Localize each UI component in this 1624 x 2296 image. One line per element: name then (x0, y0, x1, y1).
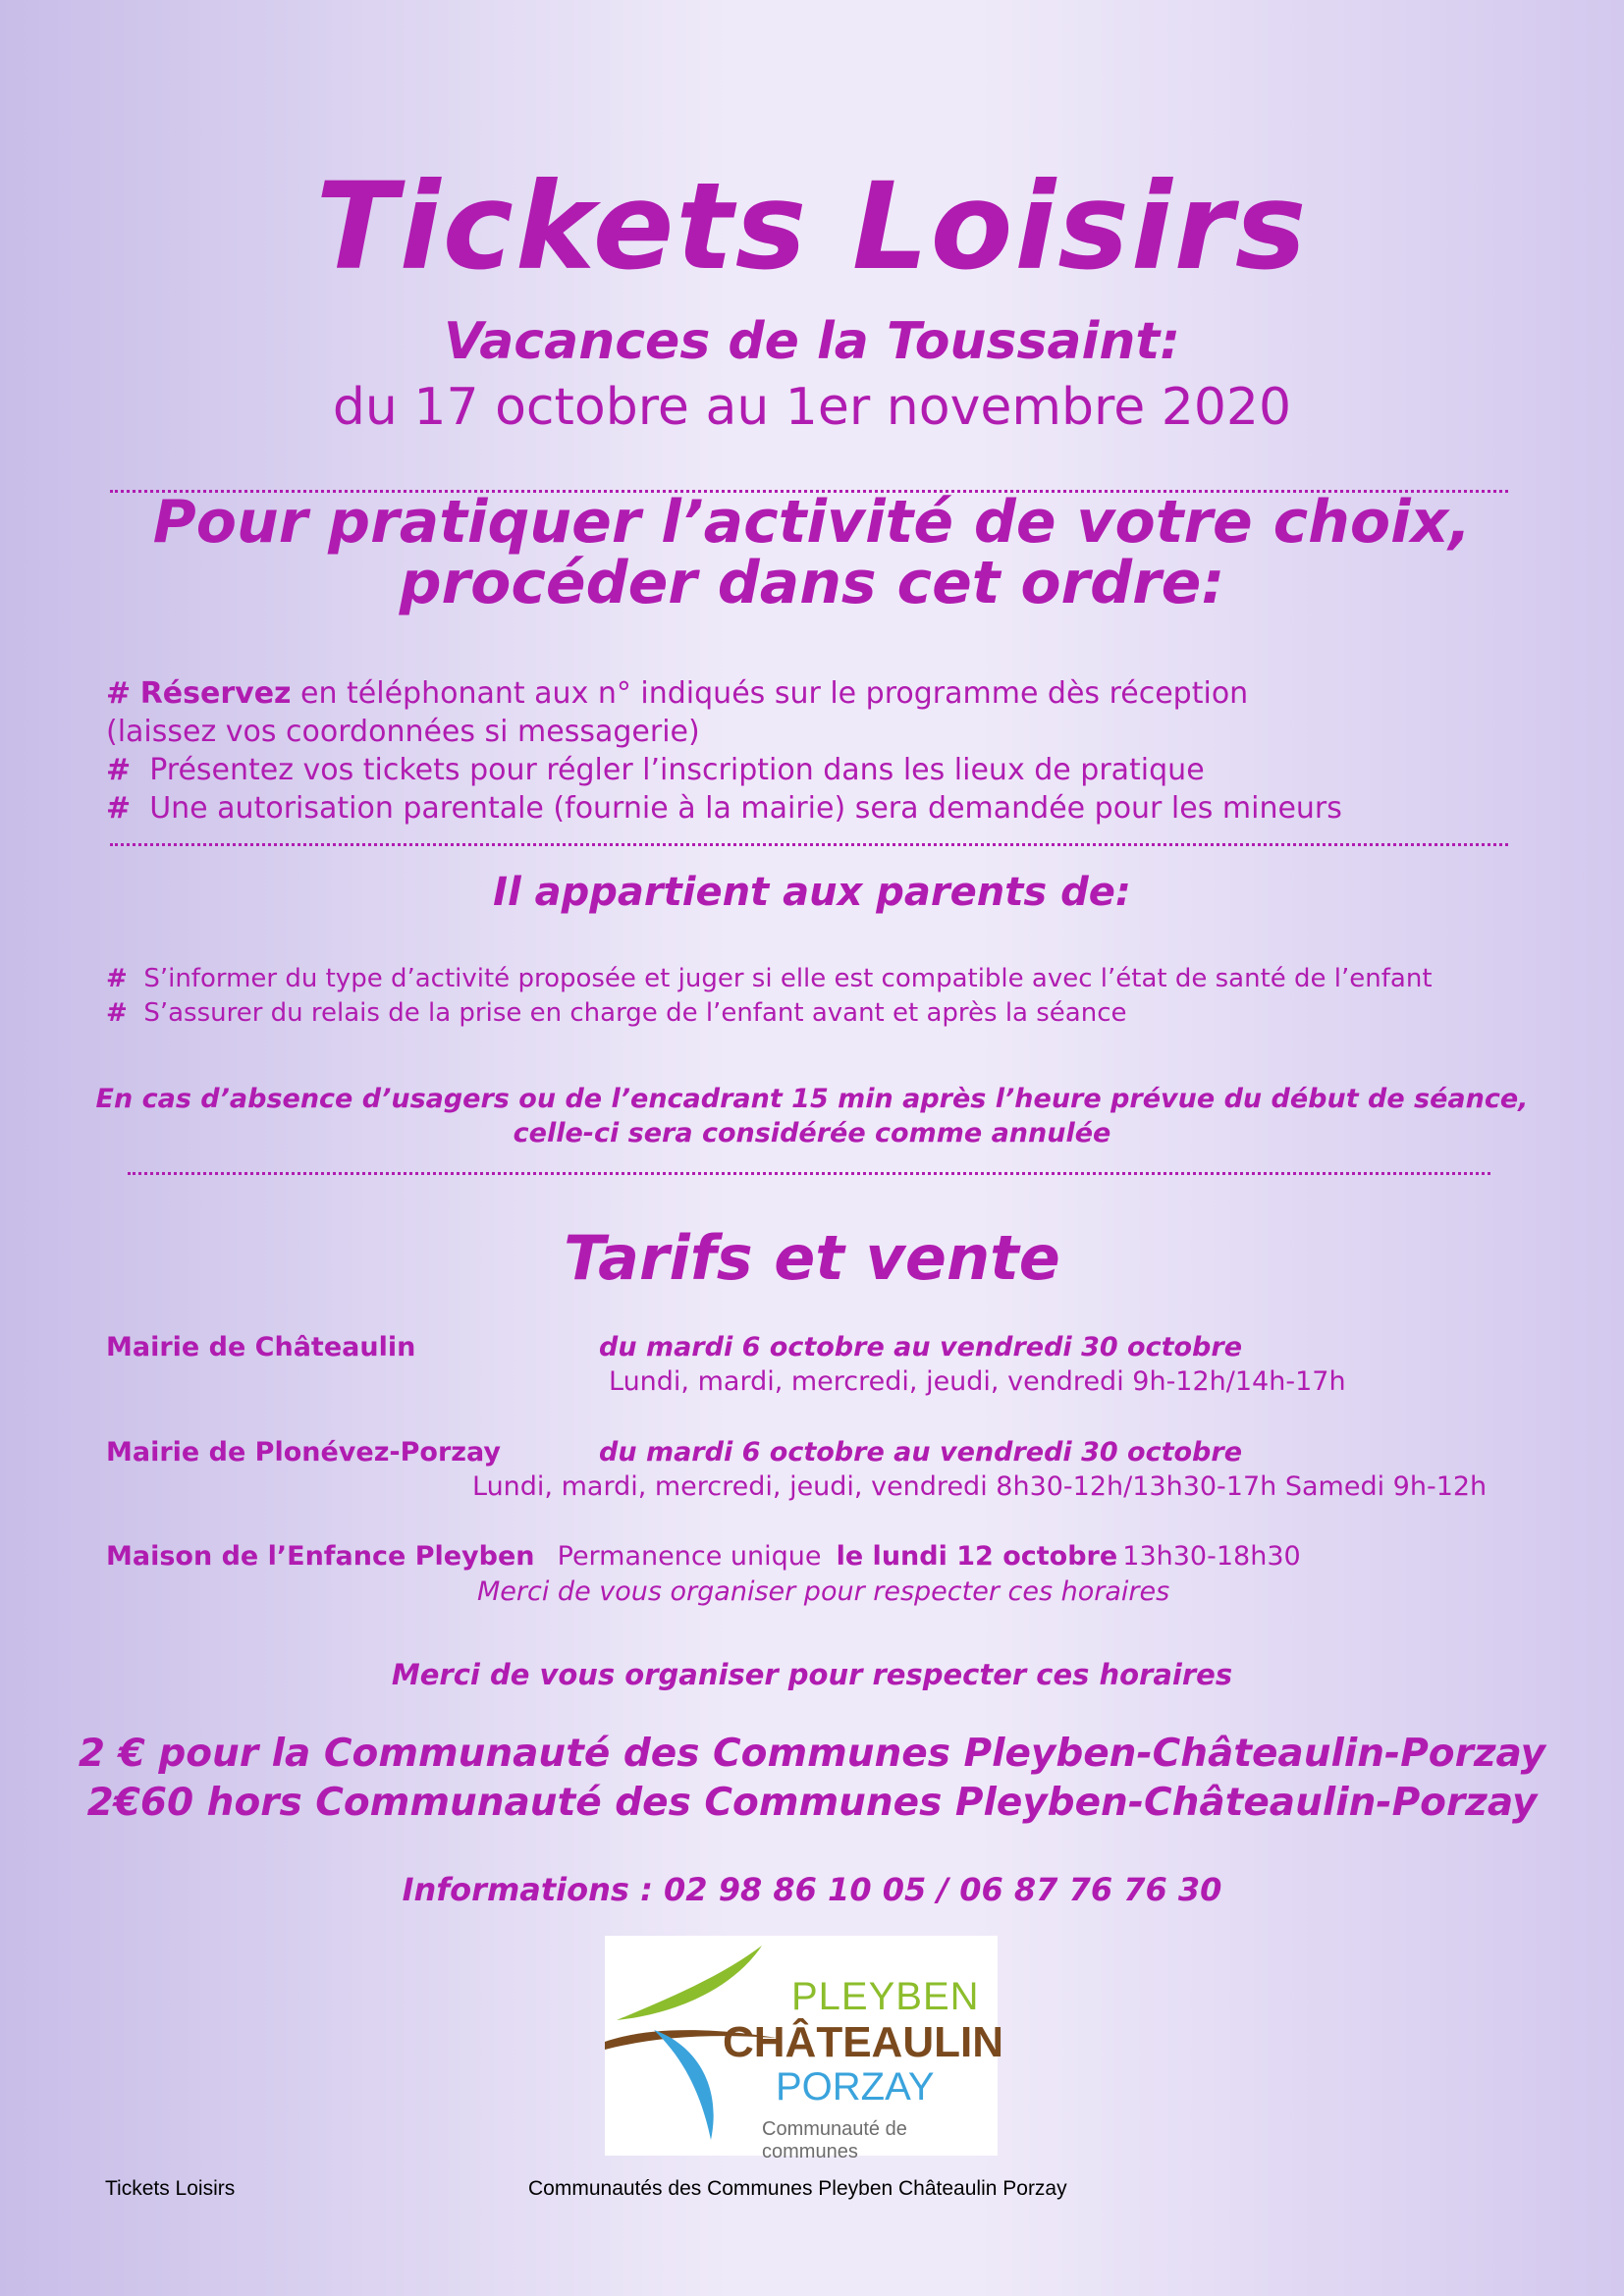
community-logo (605, 1936, 1003, 2163)
period-chateaulin: du mardi 6 octobre au vendredi 30 octobre (599, 1332, 1243, 1362)
parents-list (106, 962, 1530, 1031)
list-item: # S’assurer du relais de la prise en charge de l’enfant avant et après la séance (106, 998, 1127, 1028)
logo-line-chateaulin: CHÂTEAULIN (723, 2018, 1003, 2066)
hours-chateaulin: Lundi, mardi, mercredi, jeudi, vendredi 9h-12h/14h-17h (609, 1366, 1346, 1397)
pleyben-day: le lundi 12 octobre (836, 1541, 1118, 1572)
list-item: # Une autorisation parentale (fournie à la mairie) sera demandée pour les mineurs (106, 791, 1342, 826)
pleyben-note: Merci de vous organiser pour respecter ces horaires (477, 1576, 1170, 1607)
parents-heading: Il appartient aux parents de: (493, 870, 1131, 915)
steps-list (106, 674, 1481, 828)
venue-pleyben: Maison de l’Enfance Pleyben (106, 1541, 535, 1572)
divider (110, 843, 1508, 846)
list-item: (laissez vos coordonnées si messagerie) (106, 715, 700, 749)
logo-line-porzay: PORZAY (776, 2065, 935, 2109)
pleyben-row (106, 1541, 1301, 1572)
schedule-reminder: Merci de vous organiser pour respecter ces horaires (391, 1658, 1233, 1691)
price-inside: 2 € pour la Communauté des Communes Pleyben-Châteaulin-Porzay (78, 1732, 1546, 1776)
footer-left: Tickets Loisirs (105, 2177, 236, 2200)
divider (128, 1172, 1490, 1175)
venue-chateaulin: Mairie de Châteaulin (106, 1332, 416, 1362)
holiday-dates: du 17 octobre au 1er novembre 2020 (332, 378, 1292, 437)
pleyben-hours: 13h30-18h30 (1122, 1541, 1301, 1572)
price-outside: 2€60 hors Communauté des Communes Pleyben-Châteaulin-Porzay (86, 1781, 1538, 1825)
list-item: # Réservez en téléphonant aux n° indiqués sur le programme dès réception (106, 676, 1249, 711)
logo-line-pleyben: PLEYBEN (791, 1975, 980, 2018)
hours-plonevez: Lundi, mardi, mercredi, jeudi, vendredi 8h30-12h/13h30-17h Samedi 9h-12h (472, 1471, 1488, 1502)
absence-note-line1: En cas d’absence d’usagers ou de l’encadrant 15 min après l’heure prévue du début de séance, (95, 1084, 1529, 1114)
list-item: # S’informer du type d’activité proposée et juger si elle est compatible avec l’état de santé de l’enfant (106, 964, 1433, 993)
footer-center: Communautés des Communes Pleyben Châteaulin Porzay (528, 2177, 1067, 2200)
page-title: Tickets Loisirs (315, 157, 1309, 296)
logo-tagline: Communauté de communes (762, 2118, 907, 2163)
list-item: # Présentez vos tickets pour régler l’inscription dans les lieux de pratique (106, 753, 1205, 787)
steps-heading-line2: procéder dans cet ordre: (399, 549, 1225, 617)
info-phone: Informations : 02 98 86 10 05 / 06 87 76 76 30 (402, 1871, 1222, 1908)
tarifs-heading: Tarifs et vente (564, 1222, 1060, 1294)
page-subtitle: Vacances de la Toussaint: (444, 312, 1180, 371)
absence-note-line2: celle-ci sera considérée comme annulée (513, 1118, 1111, 1148)
pleyben-permanence: Permanence unique (557, 1541, 822, 1572)
venue-plonevez: Mairie de Plonévez-Porzay (106, 1437, 501, 1468)
period-plonevez: du mardi 6 octobre au vendredi 30 octobre (599, 1437, 1243, 1468)
steps-heading-line1: Pour pratiquer l’activité de votre choix, (152, 488, 1472, 557)
